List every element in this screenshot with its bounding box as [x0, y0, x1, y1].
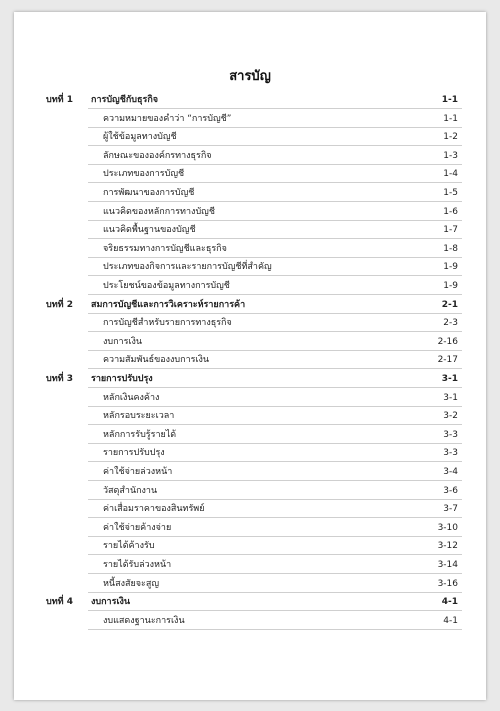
- item-title: จริยธรรมทางการบัญชีและธุรกิจ: [103, 243, 227, 254]
- toc-item-row: [14, 556, 486, 574]
- toc-item-row: [14, 240, 486, 258]
- item-page: 3-6: [443, 485, 458, 496]
- item-title: แนวคิดของหลักการทางบัญชี: [103, 206, 215, 217]
- chapter-page: 4-1: [441, 597, 458, 608]
- toc-item-row: [14, 537, 486, 555]
- item-page: 3-4: [443, 467, 458, 477]
- document-page: [14, 12, 486, 700]
- item-page: 3-12: [437, 541, 458, 552]
- chapter-number: บทที่ 4: [46, 597, 73, 608]
- item-page: 1-9: [443, 281, 458, 291]
- toc-item-row: [14, 333, 486, 351]
- chapter-title: งบการเงิน: [91, 597, 131, 608]
- toc-item-row: [14, 314, 486, 332]
- item-title: ค่าใช้จ่ายล่วงหน้า: [103, 467, 173, 477]
- item-title: ประเภทของกิจการและรายการบัญชีที่สำคัญ: [103, 262, 272, 273]
- item-page: 4-1: [443, 615, 458, 626]
- item-title: หลักรอบระยะเวลา: [103, 411, 175, 422]
- toc-item-row: [14, 128, 486, 146]
- item-page: 3-16: [437, 578, 458, 589]
- toc-item-row: [14, 147, 486, 165]
- item-title: ค่าเสื่อมราคาของสินทรัพย์: [103, 504, 205, 515]
- toc-item-row: [14, 351, 486, 369]
- item-page: 1-7: [443, 225, 458, 236]
- chapter-number: บทที่ 2: [46, 299, 73, 310]
- toc-item-row: [14, 389, 486, 407]
- toc-item-row: [14, 575, 486, 593]
- chapter-title: สมการบัญชีและการวิเคราะห์รายการค้า: [91, 299, 246, 310]
- item-title: รายการปรับปรุง: [103, 448, 165, 459]
- item-title: หลักการรับรู้รายได้: [103, 429, 177, 440]
- toc-item-row: [14, 110, 486, 128]
- item-title: การบัญชีสำหรับรายการทางธุรกิจ: [103, 318, 232, 329]
- item-title: การพัฒนาของการบัญชี: [103, 188, 195, 198]
- item-page: 3-3: [443, 448, 458, 459]
- chapter-number: บทที่ 3: [46, 374, 73, 384]
- toc-chapter-row: [14, 296, 486, 314]
- toc-item-row: [14, 407, 486, 425]
- toc-chapter-row: [14, 91, 486, 109]
- chapter-page: 3-1: [441, 374, 458, 384]
- toc-item-row: [14, 258, 486, 276]
- chapter-number: บทที่ 1: [46, 95, 73, 105]
- item-title: รายได้รับล่วงหน้า: [103, 560, 172, 570]
- item-title: ความหมายของคำว่า “การบัญชี”: [103, 113, 232, 124]
- item-page: 1-4: [443, 169, 458, 180]
- item-page: 3-10: [437, 522, 458, 533]
- toc-item-row: [14, 221, 486, 239]
- table-of-contents: [14, 12, 486, 700]
- item-page: 2-3: [443, 318, 458, 329]
- item-page: 1-1: [443, 113, 458, 124]
- item-page: 1-8: [443, 243, 458, 254]
- toc-chapter-row: [14, 593, 486, 611]
- item-title: ผู้ใช้ข้อมูลทางบัญชี: [103, 132, 177, 143]
- item-title: ประเภทของการบัญชี: [103, 169, 185, 180]
- item-title: งบการเงิน: [103, 336, 143, 347]
- toc-item-row: [14, 184, 486, 202]
- item-title: รายได้ค้างรับ: [103, 541, 155, 552]
- item-page: 3-14: [437, 560, 458, 570]
- item-page: 1-9: [443, 262, 458, 273]
- item-title: วัสดุสำนักงาน: [103, 485, 158, 496]
- item-page: 3-1: [443, 392, 458, 403]
- chapter-page: 2-1: [441, 299, 458, 310]
- item-page: 3-3: [443, 429, 458, 440]
- item-title: ความสัมพันธ์ของงบการเงิน: [103, 355, 210, 366]
- item-page: 1-2: [443, 132, 458, 143]
- toc-item-row: [14, 482, 486, 500]
- chapter-title: รายการปรับปรุง: [91, 374, 153, 384]
- toc-item-row: [14, 165, 486, 183]
- chapter-title: การบัญชีกับธุรกิจ: [91, 95, 159, 105]
- item-title: งบแสดงฐานะการเงิน: [103, 615, 185, 626]
- item-title: ค่าใช้จ่ายค้างจ่าย: [103, 522, 172, 533]
- toc-item-row: [14, 426, 486, 444]
- item-title: ลักษณะขององค์กรทางธุรกิจ: [103, 150, 212, 161]
- chapter-page: 1-1: [441, 95, 458, 105]
- toc-chapter-row: [14, 370, 486, 388]
- item-page: 1-6: [443, 206, 458, 217]
- item-page: 3-7: [443, 504, 458, 515]
- toc-item-row: [14, 519, 486, 537]
- item-page: 1-3: [443, 150, 458, 161]
- toc-item-row: [14, 444, 486, 462]
- toc-item-row: [14, 612, 486, 630]
- item-page: 3-2: [443, 411, 458, 422]
- item-title: แนวคิดพื้นฐานของบัญชี: [103, 225, 196, 236]
- item-page: 2-16: [437, 336, 458, 347]
- item-title: หลักเงินคงค้าง: [103, 392, 160, 403]
- toc-item-row: [14, 463, 486, 481]
- item-title: ประโยชน์ของข้อมูลทางการบัญชี: [103, 281, 230, 291]
- toc-item-row: [14, 500, 486, 518]
- toc-item-row: [14, 203, 486, 221]
- item-page: 2-17: [437, 355, 458, 366]
- page-title: สารบัญ: [229, 69, 271, 84]
- row-underline: [88, 629, 462, 630]
- item-title: หนี้สงสัยจะสูญ: [103, 578, 160, 589]
- toc-item-row: [14, 277, 486, 295]
- item-page: 1-5: [443, 188, 458, 198]
